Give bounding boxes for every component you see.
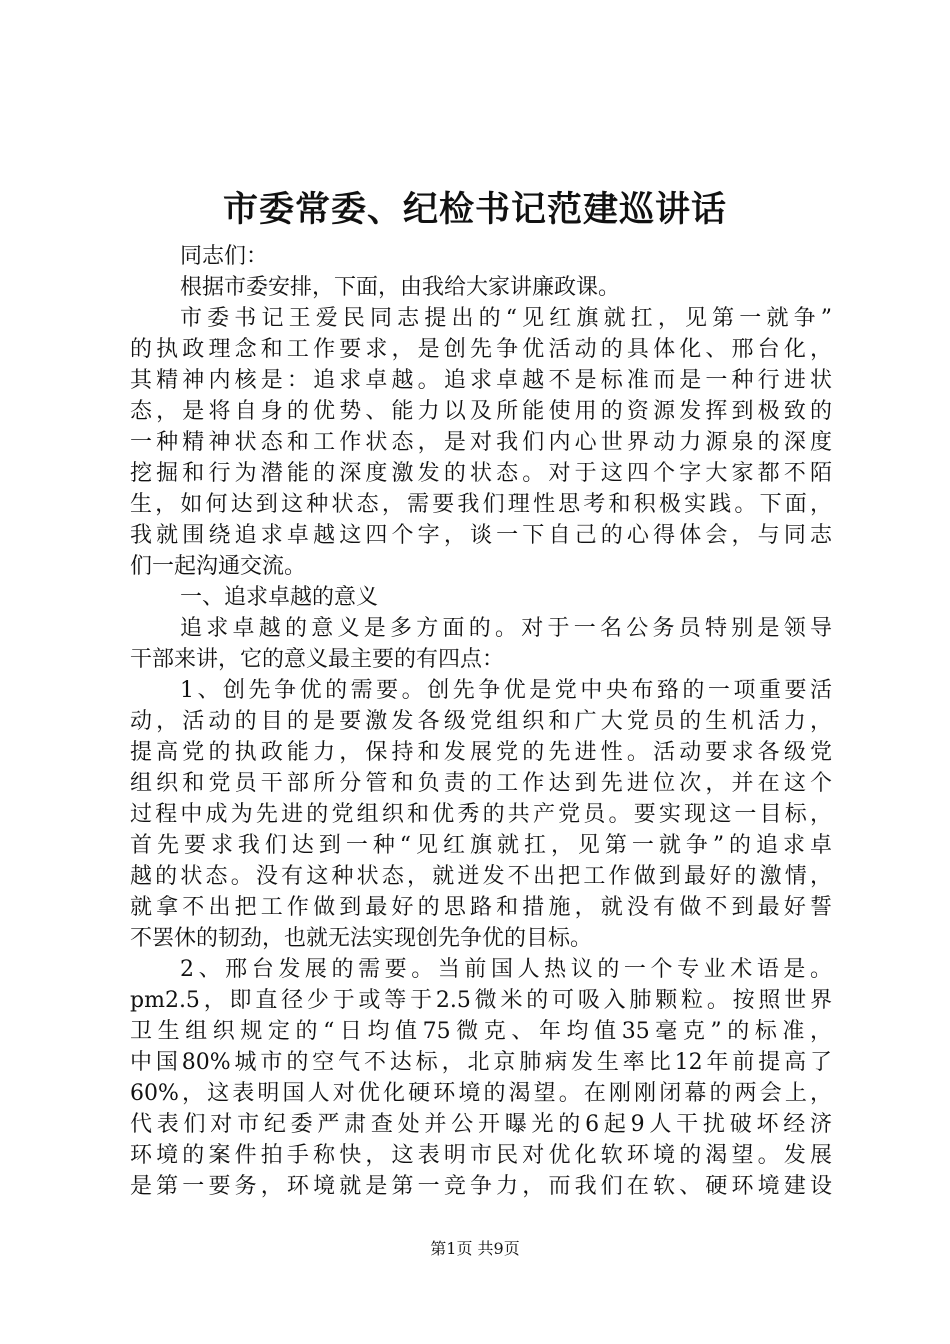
paragraph-line: 代表们对市纪委严肃查处并公开曝光的6起9人干扰破坏经济: [130, 1112, 832, 1137]
paragraph-line: 追求卓越的意义是多方面的。对于一名公务员特别是领导: [180, 616, 832, 641]
paragraph-line: 其精神内核是：追求卓越。追求卓越不是标准而是一种行进状: [130, 368, 832, 393]
paragraph-line: 态，是将自身的优势、能力以及所能使用的资源发挥到极致的: [130, 399, 832, 424]
paragraph-line: 干部来讲，它的意义最主要的有四点：: [130, 647, 505, 672]
paragraph-line: 首先要求我们达到一种“见红旗就扛，见第一就争”的追求卓: [130, 833, 832, 858]
paragraph-line: 2、邢台发展的需要。当前国人热议的一个专业术语是。: [180, 957, 832, 982]
paragraph-line: 挖掘和行为潜能的深度激发的状态。对于这四个字大家都不陌: [130, 461, 832, 486]
paragraph-line: 过程中成为先进的党组织和优秀的共产党员。要实现这一目标，: [130, 802, 832, 827]
paragraph-line: 不罢休的韧劲，也就无法实现创先争优的目标。: [130, 926, 593, 951]
paragraph-line: 一种精神状态和工作状态，是对我们内心世界动力源泉的深度: [130, 430, 832, 455]
document-title: 市委常委、纪检书记范建巡讲话: [222, 189, 727, 230]
paragraph-line: pm2.5，即直径少于或等于2.5微米的可吸入肺颗粒。按照世界: [130, 988, 832, 1013]
paragraph-line: 动，活动的目的是要激发各级党组织和广大党员的生机活力，: [130, 709, 832, 734]
paragraph-line: 越的状态。没有这种状态，就迸发不出把工作做到最好的激情，: [130, 864, 832, 889]
paragraph-line: 市委书记王爱民同志提出的“见红旗就扛，见第一就争”: [180, 306, 832, 331]
paragraph-line: 我就围绕追求卓越这四个字，谈一下自己的心得体会，与同志: [130, 523, 832, 548]
paragraph-line: 环境的案件拍手称快，这表明市民对优化软环境的渴望。发展: [130, 1143, 832, 1168]
page-footer: 第1页 共9页: [430, 1239, 520, 1258]
paragraph-line: 60%，这表明国人对优化硬环境的渴望。在刚刚闭幕的两会上，: [130, 1081, 832, 1106]
paragraph-line: 中国80%城市的空气不达标，北京肺病发生率比12年前提高了: [130, 1050, 832, 1075]
salutation-line: 同志们：: [180, 244, 269, 269]
paragraph-line: 组织和党员干部所分管和负责的工作达到先进位次，并在这个: [130, 771, 832, 796]
document-body: [130, 241, 832, 1202]
paragraph-line: 生，如何达到这种状态，需要我们理性思考和积极实践。下面，: [130, 492, 832, 517]
paragraph-line: 1、创先争优的需要。创先争优是党中央布臵的一项重要活: [180, 678, 832, 703]
paragraph-line: 提高党的执政能力，保持和发展党的先进性。活动要求各级党: [130, 740, 832, 765]
paragraph-line: 的执政理念和工作要求，是创先争优活动的具体化、邢台化，: [130, 337, 832, 362]
paragraph-line: 们一起沟通交流。: [130, 554, 307, 579]
paragraph-line: 就拿不出把工作做到最好的思路和措施，就没有做不到最好誓: [130, 895, 832, 920]
paragraph-line: 根据市委安排，下面，由我给大家讲廉政课。: [180, 275, 621, 300]
section-heading: 一、追求卓越的意义: [180, 585, 379, 610]
paragraph-line: 卫生组织规定的“日均值75微克、年均值35毫克”的标准，: [130, 1019, 832, 1044]
paragraph-line: 是第一要务，环境就是第一竞争力，而我们在软、硬环境建设: [130, 1174, 832, 1199]
